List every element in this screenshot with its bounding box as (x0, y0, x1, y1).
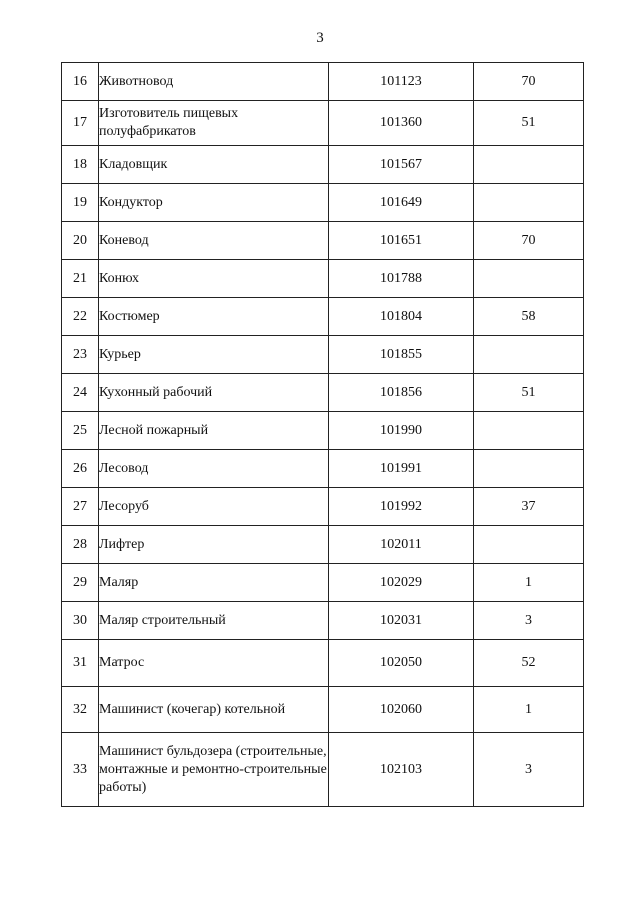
profession-name: Курьер (99, 336, 329, 374)
table-row (62, 450, 584, 488)
table-row (62, 526, 584, 564)
row-number: 19 (62, 184, 99, 222)
row-number: 29 (62, 564, 99, 602)
row-value: 37 (474, 488, 584, 526)
row-number: 22 (62, 298, 99, 336)
row-value: 70 (474, 222, 584, 260)
row-value: 70 (474, 63, 584, 101)
row-number: 18 (62, 146, 99, 184)
table-row (62, 63, 584, 101)
row-value (474, 526, 584, 564)
table-row (62, 602, 584, 640)
profession-name: Лесовод (99, 450, 329, 488)
profession-code: 101992 (329, 488, 474, 526)
profession-code: 102103 (329, 733, 474, 807)
row-number: 24 (62, 374, 99, 412)
row-value: 3 (474, 733, 584, 807)
table-row (62, 336, 584, 374)
profession-name: Изготовитель пищевых полуфабрикатов (99, 101, 329, 146)
profession-name: Кондуктор (99, 184, 329, 222)
row-number: 33 (62, 733, 99, 807)
profession-code: 101123 (329, 63, 474, 101)
row-number: 31 (62, 640, 99, 687)
row-number: 20 (62, 222, 99, 260)
profession-name: Костюмер (99, 298, 329, 336)
table-row (62, 260, 584, 298)
row-value (474, 336, 584, 374)
row-value: 58 (474, 298, 584, 336)
profession-code: 101360 (329, 101, 474, 146)
row-value: 52 (474, 640, 584, 687)
profession-code: 101804 (329, 298, 474, 336)
profession-name: Кладовщик (99, 146, 329, 184)
row-number: 16 (62, 63, 99, 101)
profession-name: Машинист (кочегар) котельной (99, 687, 329, 733)
profession-code: 102060 (329, 687, 474, 733)
profession-code: 101990 (329, 412, 474, 450)
profession-code: 102029 (329, 564, 474, 602)
table-row (62, 146, 584, 184)
row-number: 28 (62, 526, 99, 564)
professions-table (61, 62, 584, 807)
row-value (474, 146, 584, 184)
row-number: 25 (62, 412, 99, 450)
profession-code: 101788 (329, 260, 474, 298)
table-row (62, 564, 584, 602)
profession-name: Коневод (99, 222, 329, 260)
row-value: 51 (474, 101, 584, 146)
table-row (62, 640, 584, 687)
profession-name: Конюх (99, 260, 329, 298)
table-row (62, 374, 584, 412)
row-number: 30 (62, 602, 99, 640)
profession-code: 101855 (329, 336, 474, 374)
row-number: 21 (62, 260, 99, 298)
table-row (62, 101, 584, 146)
profession-code: 101991 (329, 450, 474, 488)
row-number: 32 (62, 687, 99, 733)
profession-name: Животновод (99, 63, 329, 101)
table-row (62, 488, 584, 526)
table-row (62, 412, 584, 450)
profession-code: 101567 (329, 146, 474, 184)
row-value (474, 184, 584, 222)
row-number: 17 (62, 101, 99, 146)
table-row (62, 184, 584, 222)
row-number: 27 (62, 488, 99, 526)
table-row (62, 222, 584, 260)
row-number: 23 (62, 336, 99, 374)
row-value: 1 (474, 564, 584, 602)
profession-name: Маляр (99, 564, 329, 602)
profession-code: 102050 (329, 640, 474, 687)
profession-name: Лесоруб (99, 488, 329, 526)
profession-name: Лифтер (99, 526, 329, 564)
profession-name: Лесной пожарный (99, 412, 329, 450)
table-row (62, 687, 584, 733)
table-row (62, 733, 584, 807)
page-number: 3 (316, 30, 324, 46)
profession-code: 101649 (329, 184, 474, 222)
row-value: 51 (474, 374, 584, 412)
profession-code: 102011 (329, 526, 474, 564)
table-row (62, 298, 584, 336)
row-number: 26 (62, 450, 99, 488)
profession-code: 101651 (329, 222, 474, 260)
row-value: 1 (474, 687, 584, 733)
row-value (474, 260, 584, 298)
profession-name: Матрос (99, 640, 329, 687)
profession-name: Кухонный рабочий (99, 374, 329, 412)
row-value (474, 450, 584, 488)
profession-code: 102031 (329, 602, 474, 640)
row-value: 3 (474, 602, 584, 640)
profession-code: 101856 (329, 374, 474, 412)
profession-name: Машинист бульдозера (строительные, монтажные и ремонтно-строительные работы) (99, 733, 329, 807)
row-value (474, 412, 584, 450)
profession-name: Маляр строительный (99, 602, 329, 640)
